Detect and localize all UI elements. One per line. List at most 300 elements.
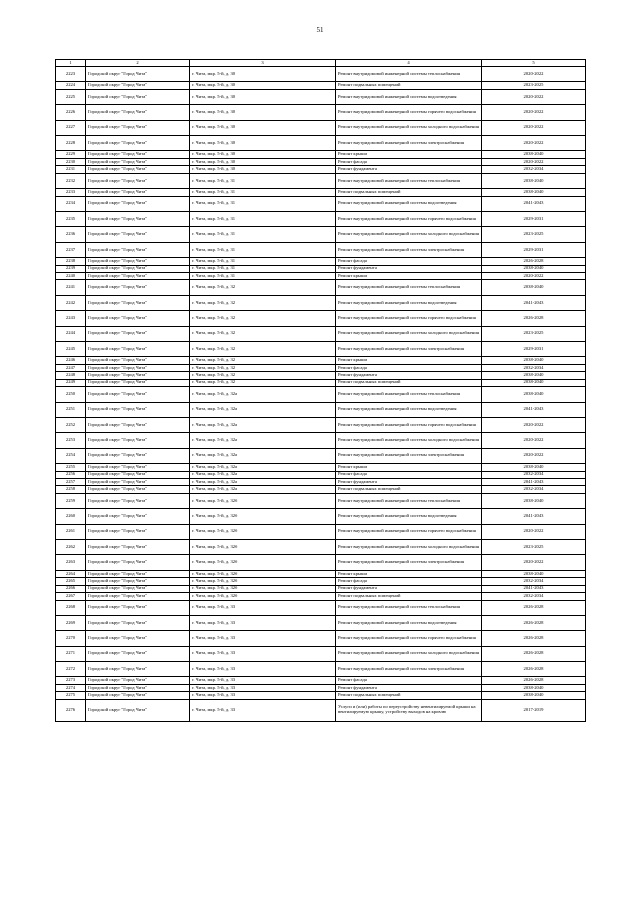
municipality-cell: Городской округ "Город Чита" bbox=[86, 471, 190, 478]
municipality-cell: Городской округ "Город Чита" bbox=[86, 524, 190, 539]
municipality-cell: Городской округ "Город Чита" bbox=[86, 89, 190, 104]
municipality-cell: Городской округ "Город Чита" bbox=[86, 478, 190, 485]
row-number-cell: 2227 bbox=[56, 120, 86, 135]
row-number-cell: 2248 bbox=[56, 372, 86, 379]
period-cell: 2041-2043 bbox=[482, 196, 586, 211]
table-row bbox=[56, 227, 586, 242]
municipality-cell: Городской округ "Город Чита" bbox=[86, 600, 190, 615]
municipality-cell: Городской округ "Город Чита" bbox=[86, 402, 190, 417]
address-cell: г. Чита, мкр. 5-й, д. 32а bbox=[190, 387, 336, 402]
table-row bbox=[56, 509, 586, 524]
work-type-cell: Ремонт внутридомовой инженерной системы холодного водоснабжения bbox=[336, 539, 482, 554]
address-cell: г. Чита, мкр. 5-й, д. 33 bbox=[190, 662, 336, 677]
table-row bbox=[56, 120, 586, 135]
period-cell: 2038-2040 bbox=[482, 265, 586, 272]
work-type-cell: Ремонт внутридомовой инженерной системы водоотведения bbox=[336, 196, 482, 211]
municipality-cell: Городской округ "Город Чита" bbox=[86, 509, 190, 524]
municipality-cell: Городской округ "Город Чита" bbox=[86, 448, 190, 463]
table-row bbox=[56, 372, 586, 379]
municipality-cell: Городской округ "Город Чита" bbox=[86, 265, 190, 272]
row-number-cell: 2253 bbox=[56, 433, 86, 448]
work-type-cell: Ремонт внутридомовой инженерной системы электроснабжения bbox=[336, 662, 482, 677]
work-type-cell: Услуги и (или) работы по переустройству невентилируемой крыши на вентилируемую крышу, устройству выходов на кровлю bbox=[336, 699, 482, 721]
row-number-cell: 2261 bbox=[56, 524, 86, 539]
period-cell: 2032-2034 bbox=[482, 471, 586, 478]
work-type-cell: Ремонт фасада bbox=[336, 471, 482, 478]
table-row bbox=[56, 448, 586, 463]
municipality-cell: Городской округ "Город Чита" bbox=[86, 578, 190, 585]
work-type-cell: Ремонт фундамента bbox=[336, 478, 482, 485]
address-cell: г. Чита, мкр. 5-й, д. 32а bbox=[190, 433, 336, 448]
period-cell: 2026-2028 bbox=[482, 311, 586, 326]
address-cell: г. Чита, мкр. 5-й, д. 32 bbox=[190, 295, 336, 310]
row-number-cell: 2260 bbox=[56, 509, 86, 524]
row-number-cell: 2264 bbox=[56, 570, 86, 577]
address-cell: г. Чита, мкр. 5-й, д. 32б bbox=[190, 493, 336, 508]
table-row bbox=[56, 539, 586, 554]
municipality-cell: Городской округ "Город Чита" bbox=[86, 646, 190, 661]
table-row bbox=[56, 196, 586, 211]
municipality-cell: Городской округ "Город Чита" bbox=[86, 464, 190, 471]
address-cell: г. Чита, мкр. 5-й, д. 32б bbox=[190, 570, 336, 577]
address-cell: г. Чита, мкр. 5-й, д. 32 bbox=[190, 357, 336, 364]
address-cell: г. Чита, мкр. 5-й, д. 30 bbox=[190, 158, 336, 165]
row-number-cell: 2265 bbox=[56, 578, 86, 585]
work-type-cell: Ремонт внутридомовой инженерной системы теплоснабжения bbox=[336, 387, 482, 402]
work-type-cell: Ремонт внутридомовой инженерной системы холодного водоснабжения bbox=[336, 433, 482, 448]
work-type-cell: Ремонт фасада bbox=[336, 258, 482, 265]
period-cell: 2038-2040 bbox=[482, 493, 586, 508]
work-type-cell: Ремонт фундамента bbox=[336, 684, 482, 691]
table-row bbox=[56, 692, 586, 699]
period-cell: 2026-2028 bbox=[482, 646, 586, 661]
row-number-cell: 2237 bbox=[56, 242, 86, 257]
row-number-cell: 2242 bbox=[56, 295, 86, 310]
row-number-cell: 2240 bbox=[56, 272, 86, 279]
work-type-cell: Ремонт внутридомовой инженерной системы теплоснабжения bbox=[336, 280, 482, 295]
table-row bbox=[56, 105, 586, 120]
period-cell: 2020-2022 bbox=[482, 89, 586, 104]
table-row bbox=[56, 272, 586, 279]
column-header: 4 bbox=[336, 60, 482, 67]
work-type-cell: Ремонт фасада bbox=[336, 578, 482, 585]
period-cell: 2038-2040 bbox=[482, 387, 586, 402]
period-cell: 2038-2040 bbox=[482, 372, 586, 379]
row-number-cell: 2225 bbox=[56, 89, 86, 104]
row-number-cell: 2266 bbox=[56, 585, 86, 592]
table-row bbox=[56, 493, 586, 508]
municipality-cell: Городской округ "Город Чита" bbox=[86, 166, 190, 173]
address-cell: г. Чита, мкр. 5-й, д. 32б bbox=[190, 524, 336, 539]
address-cell: г. Чита, мкр. 5-й, д. 32а bbox=[190, 471, 336, 478]
address-cell: г. Чита, мкр. 5-й, д. 33 bbox=[190, 699, 336, 721]
period-cell: 2038-2040 bbox=[482, 379, 586, 386]
period-cell: 2026-2028 bbox=[482, 631, 586, 646]
column-header: 1 bbox=[56, 60, 86, 67]
work-type-cell: Ремонт внутридомовой инженерной системы водоотведения bbox=[336, 402, 482, 417]
table-row bbox=[56, 173, 586, 188]
address-cell: г. Чита, мкр. 5-й, д. 31 bbox=[190, 265, 336, 272]
table-row bbox=[56, 684, 586, 691]
municipality-cell: Городской округ "Город Чита" bbox=[86, 189, 190, 196]
period-cell: 2038-2040 bbox=[482, 464, 586, 471]
period-cell: 2020-2022 bbox=[482, 433, 586, 448]
row-number-cell: 2235 bbox=[56, 211, 86, 226]
capital-repair-table bbox=[55, 59, 586, 722]
period-cell: 2029-2031 bbox=[482, 242, 586, 257]
table-row bbox=[56, 341, 586, 356]
address-cell: г. Чита, мкр. 5-й, д. 31 bbox=[190, 189, 336, 196]
period-cell: 2032-2034 bbox=[482, 166, 586, 173]
work-type-cell: Ремонт внутридомовой инженерной системы электроснабжения bbox=[336, 448, 482, 463]
municipality-cell: Городской округ "Город Чита" bbox=[86, 593, 190, 600]
period-cell: 2032-2034 bbox=[482, 486, 586, 493]
period-cell: 2026-2028 bbox=[482, 615, 586, 630]
period-cell: 2041-2043 bbox=[482, 478, 586, 485]
address-cell: г. Чита, мкр. 5-й, д. 32а bbox=[190, 464, 336, 471]
period-cell: 2029-2031 bbox=[482, 211, 586, 226]
table-row bbox=[56, 265, 586, 272]
table-row bbox=[56, 570, 586, 577]
address-cell: г. Чита, мкр. 5-й, д. 32а bbox=[190, 417, 336, 432]
table-row bbox=[56, 662, 586, 677]
table-row bbox=[56, 136, 586, 151]
table-row bbox=[56, 615, 586, 630]
row-number-cell: 2271 bbox=[56, 646, 86, 661]
municipality-cell: Городской округ "Город Чита" bbox=[86, 227, 190, 242]
address-cell: г. Чита, мкр. 5-й, д. 32 bbox=[190, 364, 336, 371]
row-number-cell: 2259 bbox=[56, 493, 86, 508]
row-number-cell: 2224 bbox=[56, 82, 86, 89]
table-row bbox=[56, 379, 586, 386]
municipality-cell: Городской округ "Город Чита" bbox=[86, 662, 190, 677]
work-type-cell: Ремонт подвальных помещений bbox=[336, 486, 482, 493]
column-header: 3 bbox=[190, 60, 336, 67]
row-number-cell: 2274 bbox=[56, 684, 86, 691]
municipality-cell: Городской округ "Город Чита" bbox=[86, 433, 190, 448]
municipality-cell: Городской округ "Город Чита" bbox=[86, 372, 190, 379]
work-type-cell: Ремонт внутридомовой инженерной системы теплоснабжения bbox=[336, 493, 482, 508]
work-type-cell: Ремонт внутридомовой инженерной системы водоотведения bbox=[336, 615, 482, 630]
work-type-cell: Ремонт внутридомовой инженерной системы теплоснабжения bbox=[336, 67, 482, 82]
address-cell: г. Чита, мкр. 5-й, д. 32б bbox=[190, 555, 336, 570]
row-number-cell: 2247 bbox=[56, 364, 86, 371]
period-cell: 2017-2019 bbox=[482, 699, 586, 721]
table-row bbox=[56, 67, 586, 82]
table-row bbox=[56, 311, 586, 326]
period-cell: 2038-2040 bbox=[482, 173, 586, 188]
table-row bbox=[56, 464, 586, 471]
row-number-cell: 2229 bbox=[56, 151, 86, 158]
municipality-cell: Городской округ "Город Чита" bbox=[86, 357, 190, 364]
municipality-cell: Городской округ "Город Чита" bbox=[86, 585, 190, 592]
period-cell: 2038-2040 bbox=[482, 189, 586, 196]
municipality-cell: Городской округ "Город Чита" bbox=[86, 555, 190, 570]
table-row bbox=[56, 189, 586, 196]
row-number-cell: 2228 bbox=[56, 136, 86, 151]
table-row bbox=[56, 387, 586, 402]
period-cell: 2041-2043 bbox=[482, 402, 586, 417]
table-row bbox=[56, 578, 586, 585]
period-cell: 2038-2040 bbox=[482, 692, 586, 699]
table-row bbox=[56, 417, 586, 432]
column-header: 5 bbox=[482, 60, 586, 67]
work-type-cell: Ремонт внутридомовой инженерной системы водоотведения bbox=[336, 89, 482, 104]
table-row bbox=[56, 211, 586, 226]
address-cell: г. Чита, мкр. 5-й, д. 31 bbox=[190, 173, 336, 188]
row-number-cell: 2230 bbox=[56, 158, 86, 165]
period-cell: 2032-2034 bbox=[482, 578, 586, 585]
municipality-cell: Городской округ "Город Чита" bbox=[86, 258, 190, 265]
row-number-cell: 2275 bbox=[56, 692, 86, 699]
municipality-cell: Городской округ "Город Чита" bbox=[86, 417, 190, 432]
work-type-cell: Ремонт крыши bbox=[336, 357, 482, 364]
address-cell: г. Чита, мкр. 5-й, д. 32 bbox=[190, 379, 336, 386]
period-cell: 2020-2022 bbox=[482, 120, 586, 135]
address-cell: г. Чита, мкр. 5-й, д. 33 bbox=[190, 600, 336, 615]
work-type-cell: Ремонт внутридомовой инженерной системы теплоснабжения bbox=[336, 600, 482, 615]
work-type-cell: Ремонт внутридомовой инженерной системы горячего водоснабжения bbox=[336, 211, 482, 226]
row-number-cell: 2251 bbox=[56, 402, 86, 417]
row-number-cell: 2269 bbox=[56, 615, 86, 630]
table-row bbox=[56, 364, 586, 371]
table-row bbox=[56, 151, 586, 158]
row-number-cell: 2270 bbox=[56, 631, 86, 646]
municipality-cell: Городской округ "Город Чита" bbox=[86, 242, 190, 257]
municipality-cell: Городской округ "Город Чита" bbox=[86, 272, 190, 279]
table-row bbox=[56, 280, 586, 295]
work-type-cell: Ремонт подвальных помещений bbox=[336, 379, 482, 386]
municipality-cell: Городской округ "Город Чита" bbox=[86, 136, 190, 151]
period-cell: 2038-2040 bbox=[482, 280, 586, 295]
work-type-cell: Ремонт внутридомовой инженерной системы холодного водоснабжения bbox=[336, 227, 482, 242]
municipality-cell: Городской округ "Город Чита" bbox=[86, 82, 190, 89]
municipality-cell: Городской округ "Город Чита" bbox=[86, 631, 190, 646]
work-type-cell: Ремонт крыши bbox=[336, 151, 482, 158]
table-row bbox=[56, 593, 586, 600]
row-number-cell: 2262 bbox=[56, 539, 86, 554]
row-number-cell: 2241 bbox=[56, 280, 86, 295]
table-row bbox=[56, 646, 586, 661]
address-cell: г. Чита, мкр. 5-й, д. 33 bbox=[190, 615, 336, 630]
address-cell: г. Чита, мкр. 5-й, д. 30 bbox=[190, 120, 336, 135]
row-number-cell: 2244 bbox=[56, 326, 86, 341]
address-cell: г. Чита, мкр. 5-й, д. 30 bbox=[190, 89, 336, 104]
period-cell: 2020-2022 bbox=[482, 136, 586, 151]
address-cell: г. Чита, мкр. 5-й, д. 32б bbox=[190, 578, 336, 585]
municipality-cell: Городской округ "Город Чита" bbox=[86, 341, 190, 356]
row-number-cell: 2226 bbox=[56, 105, 86, 120]
municipality-cell: Городской округ "Город Чита" bbox=[86, 684, 190, 691]
municipality-cell: Городской округ "Город Чита" bbox=[86, 692, 190, 699]
period-cell: 2023-2025 bbox=[482, 326, 586, 341]
municipality-cell: Городской округ "Город Чита" bbox=[86, 67, 190, 82]
table-row bbox=[56, 82, 586, 89]
address-cell: г. Чита, мкр. 5-й, д. 30 bbox=[190, 166, 336, 173]
address-cell: г. Чита, мкр. 5-й, д. 33 bbox=[190, 684, 336, 691]
row-number-cell: 2239 bbox=[56, 265, 86, 272]
row-number-cell: 2273 bbox=[56, 677, 86, 684]
row-number-cell: 2245 bbox=[56, 341, 86, 356]
municipality-cell: Городской округ "Город Чита" bbox=[86, 699, 190, 721]
work-type-cell: Ремонт фундамента bbox=[336, 166, 482, 173]
work-type-cell: Ремонт внутридомовой инженерной системы горячего водоснабжения bbox=[336, 524, 482, 539]
row-number-cell: 2249 bbox=[56, 379, 86, 386]
work-type-cell: Ремонт внутридомовой инженерной системы электроснабжения bbox=[336, 136, 482, 151]
row-number-cell: 2243 bbox=[56, 311, 86, 326]
period-cell: 2041-2043 bbox=[482, 509, 586, 524]
work-type-cell: Ремонт внутридомовой инженерной системы горячего водоснабжения bbox=[336, 105, 482, 120]
period-cell: 2026-2028 bbox=[482, 258, 586, 265]
period-cell: 2020-2022 bbox=[482, 555, 586, 570]
address-cell: г. Чита, мкр. 5-й, д. 32а bbox=[190, 448, 336, 463]
row-number-cell: 2268 bbox=[56, 600, 86, 615]
period-cell: 2020-2022 bbox=[482, 105, 586, 120]
work-type-cell: Ремонт внутридомовой инженерной системы горячего водоснабжения bbox=[336, 311, 482, 326]
table-row bbox=[56, 295, 586, 310]
period-cell: 2026-2028 bbox=[482, 662, 586, 677]
municipality-cell: Городской округ "Город Чита" bbox=[86, 105, 190, 120]
work-type-cell: Ремонт внутридомовой инженерной системы теплоснабжения bbox=[336, 173, 482, 188]
row-number-cell: 2267 bbox=[56, 593, 86, 600]
row-number-cell: 2252 bbox=[56, 417, 86, 432]
municipality-cell: Городской округ "Город Чита" bbox=[86, 211, 190, 226]
row-number-cell: 2233 bbox=[56, 189, 86, 196]
work-type-cell: Ремонт внутридомовой инженерной системы водоотведения bbox=[336, 295, 482, 310]
municipality-cell: Городской округ "Город Чита" bbox=[86, 280, 190, 295]
work-type-cell: Ремонт подвальных помещений bbox=[336, 189, 482, 196]
table-row bbox=[56, 699, 586, 721]
period-cell: 2020-2022 bbox=[482, 448, 586, 463]
period-cell: 2026-2028 bbox=[482, 677, 586, 684]
address-cell: г. Чита, мкр. 5-й, д. 30 bbox=[190, 151, 336, 158]
work-type-cell: Ремонт внутридомовой инженерной системы холодного водоснабжения bbox=[336, 326, 482, 341]
table-row bbox=[56, 402, 586, 417]
address-cell: г. Чита, мкр. 5-й, д. 32а bbox=[190, 478, 336, 485]
period-cell: 2020-2022 bbox=[482, 272, 586, 279]
table-row bbox=[56, 326, 586, 341]
municipality-cell: Городской округ "Город Чита" bbox=[86, 486, 190, 493]
work-type-cell: Ремонт внутридомовой инженерной системы горячего водоснабжения bbox=[336, 417, 482, 432]
table-row bbox=[56, 471, 586, 478]
period-cell: 2041-2043 bbox=[482, 295, 586, 310]
work-type-cell: Ремонт внутридомовой инженерной системы холодного водоснабжения bbox=[336, 120, 482, 135]
municipality-cell: Городской округ "Город Чита" bbox=[86, 311, 190, 326]
work-type-cell: Ремонт фундамента bbox=[336, 585, 482, 592]
work-type-cell: Ремонт внутридомовой инженерной системы электроснабжения bbox=[336, 242, 482, 257]
work-type-cell: Ремонт фундамента bbox=[336, 372, 482, 379]
table-row bbox=[56, 585, 586, 592]
work-type-cell: Ремонт фундамента bbox=[336, 265, 482, 272]
address-cell: г. Чита, мкр. 5-й, д. 33 bbox=[190, 692, 336, 699]
address-cell: г. Чита, мкр. 5-й, д. 33 bbox=[190, 677, 336, 684]
row-number-cell: 2255 bbox=[56, 464, 86, 471]
municipality-cell: Городской округ "Город Чита" bbox=[86, 151, 190, 158]
work-type-cell: Ремонт внутридомовой инженерной системы электроснабжения bbox=[336, 555, 482, 570]
work-type-cell: Ремонт фасада bbox=[336, 677, 482, 684]
row-number-cell: 2238 bbox=[56, 258, 86, 265]
work-type-cell: Ремонт фасада bbox=[336, 158, 482, 165]
municipality-cell: Городской округ "Город Чита" bbox=[86, 196, 190, 211]
table-row bbox=[56, 433, 586, 448]
table-row bbox=[56, 166, 586, 173]
municipality-cell: Городской округ "Город Чита" bbox=[86, 120, 190, 135]
work-type-cell: Ремонт внутридомовой инженерной системы горячего водоснабжения bbox=[336, 631, 482, 646]
period-cell: 2020-2022 bbox=[482, 524, 586, 539]
row-number-cell: 2257 bbox=[56, 478, 86, 485]
municipality-cell: Городской округ "Город Чита" bbox=[86, 364, 190, 371]
address-cell: г. Чита, мкр. 5-й, д. 32 bbox=[190, 372, 336, 379]
municipality-cell: Городской округ "Город Чита" bbox=[86, 379, 190, 386]
address-cell: г. Чита, мкр. 5-й, д. 31 bbox=[190, 196, 336, 211]
address-cell: г. Чита, мкр. 5-й, д. 30 bbox=[190, 105, 336, 120]
period-cell: 2020-2022 bbox=[482, 67, 586, 82]
work-type-cell: Ремонт крыши bbox=[336, 464, 482, 471]
table-row bbox=[56, 600, 586, 615]
table-row bbox=[56, 478, 586, 485]
period-cell: 2041-2043 bbox=[482, 585, 586, 592]
address-cell: г. Чита, мкр. 5-й, д. 32б bbox=[190, 539, 336, 554]
work-type-cell: Ремонт фасада bbox=[336, 364, 482, 371]
table-row bbox=[56, 555, 586, 570]
period-cell: 2026-2028 bbox=[482, 600, 586, 615]
address-cell: г. Чита, мкр. 5-й, д. 30 bbox=[190, 136, 336, 151]
address-cell: г. Чита, мкр. 5-й, д. 33 bbox=[190, 631, 336, 646]
address-cell: г. Чита, мкр. 5-й, д. 32б bbox=[190, 585, 336, 592]
address-cell: г. Чита, мкр. 5-й, д. 32б bbox=[190, 509, 336, 524]
work-type-cell: Ремонт подвальных помещений bbox=[336, 692, 482, 699]
row-number-cell: 2236 bbox=[56, 227, 86, 242]
work-type-cell: Ремонт внутридомовой инженерной системы водоотведения bbox=[336, 509, 482, 524]
period-cell: 2038-2040 bbox=[482, 684, 586, 691]
address-cell: г. Чита, мкр. 5-й, д. 32б bbox=[190, 593, 336, 600]
address-cell: г. Чита, мкр. 5-й, д. 30 bbox=[190, 67, 336, 82]
row-number-cell: 2256 bbox=[56, 471, 86, 478]
table-body bbox=[56, 67, 586, 722]
table-row bbox=[56, 486, 586, 493]
municipality-cell: Городской округ "Город Чита" bbox=[86, 615, 190, 630]
row-number-cell: 2258 bbox=[56, 486, 86, 493]
municipality-cell: Городской округ "Город Чита" bbox=[86, 677, 190, 684]
address-cell: г. Чита, мкр. 5-й, д. 31 bbox=[190, 227, 336, 242]
municipality-cell: Городской округ "Город Чита" bbox=[86, 493, 190, 508]
address-cell: г. Чита, мкр. 5-й, д. 32 bbox=[190, 311, 336, 326]
work-type-cell: Ремонт внутридомовой инженерной системы электроснабжения bbox=[336, 341, 482, 356]
work-type-cell: Ремонт подвальных помещений bbox=[336, 82, 482, 89]
address-cell: г. Чита, мкр. 5-й, д. 32 bbox=[190, 341, 336, 356]
row-number-cell: 2276 bbox=[56, 699, 86, 721]
municipality-cell: Городской округ "Город Чита" bbox=[86, 326, 190, 341]
address-cell: г. Чита, мкр. 5-й, д. 31 bbox=[190, 272, 336, 279]
municipality-cell: Городской округ "Город Чита" bbox=[86, 158, 190, 165]
address-cell: г. Чита, мкр. 5-й, д. 32а bbox=[190, 402, 336, 417]
table-row bbox=[56, 524, 586, 539]
row-number-cell: 2272 bbox=[56, 662, 86, 677]
row-number-cell: 2231 bbox=[56, 166, 86, 173]
table-row bbox=[56, 631, 586, 646]
municipality-cell: Городской округ "Город Чита" bbox=[86, 173, 190, 188]
row-number-cell: 2234 bbox=[56, 196, 86, 211]
address-cell: г. Чита, мкр. 5-й, д. 33 bbox=[190, 646, 336, 661]
row-number-cell: 2246 bbox=[56, 357, 86, 364]
address-cell: г. Чита, мкр. 5-й, д. 31 bbox=[190, 258, 336, 265]
row-number-cell: 2254 bbox=[56, 448, 86, 463]
work-type-cell: Ремонт крыши bbox=[336, 272, 482, 279]
column-header: 2 bbox=[86, 60, 190, 67]
column-number-row bbox=[56, 60, 586, 67]
period-cell: 2023-2025 bbox=[482, 539, 586, 554]
row-number-cell: 2263 bbox=[56, 555, 86, 570]
